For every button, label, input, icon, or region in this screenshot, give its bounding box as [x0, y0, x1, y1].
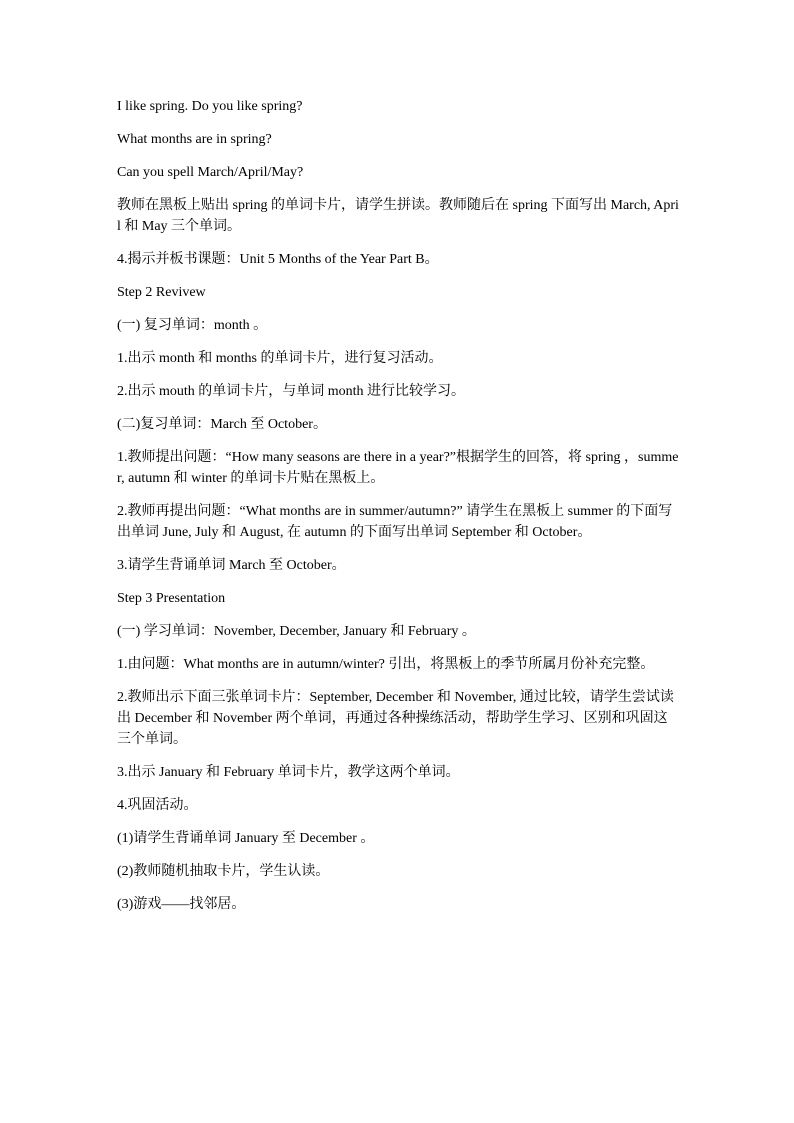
paragraph: (一) 学习单词：November, December, January 和 February 。 — [117, 624, 476, 639]
paragraph: 4.揭示并板书课题：Unit 5 Months of the Year Part B。 — [117, 252, 439, 267]
paragraph: I like spring. Do you like spring? — [117, 99, 303, 114]
paragraph: (1)请学生背诵单词 January 至 December 。 — [117, 831, 375, 846]
paragraph: 1.出示 month 和 months 的单词卡片，进行复习活动。 — [117, 351, 443, 366]
paragraph: 2.出示 mouth 的单词卡片，与单词 month 进行比较学习。 — [117, 384, 466, 399]
section-heading: Step 3 Presentation — [117, 591, 226, 606]
paragraph: 2.教师再提出问题：“What months are in summer/autumn?” 请学生在黑板上 summer 的下面写出单词 June, July 和 August, 在 autumn 的下面写出单词 September 和 October。 — [117, 504, 673, 540]
paragraph: (一) 复习单词：month 。 — [117, 318, 268, 333]
section-heading: Step 2 Revivew — [117, 285, 206, 300]
paragraph: (2)教师随机抽取卡片，学生认读。 — [117, 864, 330, 879]
paragraph: What months are in spring? — [117, 132, 272, 147]
paragraph: 3.出示 January 和 February 单词卡片，教学这两个单词。 — [117, 765, 460, 780]
paragraph: Can you spell March/April/May? — [117, 165, 304, 180]
paragraph: (3)游戏——找邻居。 — [117, 897, 246, 912]
paragraph: 1.教师提出问题：“How many seasons are there in a year?”根据学生的回答，将 spring ，summer, autumn 和 winter 的单词卡片贴在黑板上。 — [117, 450, 679, 486]
paragraph: 1.由问题：What months are in autumn/winter? 引出，将黑板上的季节所属月份补充完整。 — [117, 657, 655, 672]
paragraph: 教师在黑板上贴出 spring 的单词卡片，请学生拼读。教师随后在 spring 下面写出 March, April 和 May 三个单词。 — [117, 198, 679, 234]
paragraph: (二)复习单词：March 至 October。 — [117, 417, 327, 432]
paragraph: 3.请学生背诵单词 March 至 October。 — [117, 558, 346, 573]
document-body — [117, 96, 679, 927]
paragraph: 2.教师出示下面三张单词卡片：September, December 和 November, 通过比较，请学生尝试读出 December 和 November 两个单词，再通过各种操练活动，帮助学生学习、区别和巩固这三个单词。 — [117, 690, 674, 747]
paragraph: 4.巩固活动。 — [117, 798, 198, 813]
